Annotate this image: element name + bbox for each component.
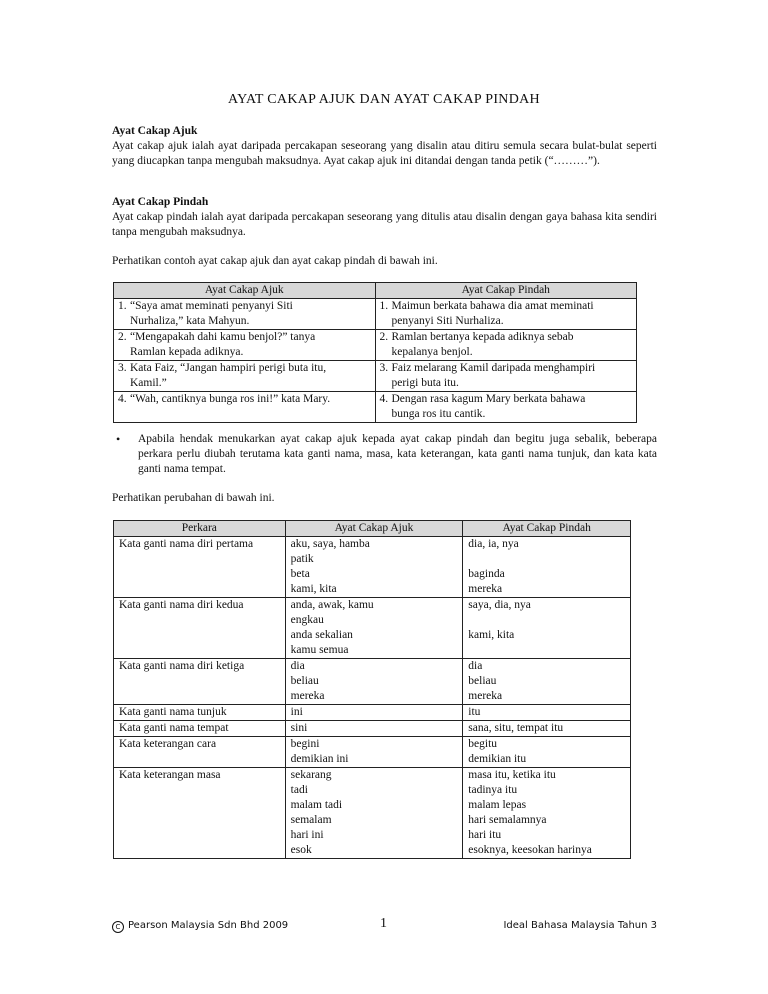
cell-line: beliau (468, 675, 497, 687)
cell-line: mereka (468, 690, 503, 702)
cell-pindah (463, 659, 631, 705)
cell-line: malam lepas (468, 799, 527, 811)
cell-line (468, 643, 625, 658)
cell-line-continued: Nurhaliza,” kata Mahyun. (130, 315, 250, 327)
cell-line (118, 392, 371, 407)
cell-ajuk (114, 299, 376, 330)
cell-perkara: Kata ganti nama tempat (114, 721, 286, 737)
cell-line: demikian ini (290, 753, 349, 765)
cell-pindah (375, 392, 637, 423)
line-text: Dengan rasa kagum Mary berkata bahawa (391, 393, 586, 405)
cell-pindah (463, 598, 631, 659)
cell-line: patik (290, 553, 314, 565)
change-table (113, 520, 631, 859)
bullet-note (112, 432, 657, 477)
cell-line-continued: penyanyi Siti Nurhaliza. (391, 315, 504, 327)
cell-line: engkau (290, 614, 324, 626)
section-body-ajuk: Ayat cakap ajuk ialah ayat daripada percakapan seseorang yang disalin atau ditiru semula secara bulat-bulat seperti yang diucapkan tanpa mengubah maksudnya. Ayat cakap ajuk ini ditandai dengan tanda petik (“………”). (112, 140, 657, 167)
footer-publisher (112, 918, 288, 933)
cell-perkara: Kata ganti nama diri pertama (114, 537, 286, 598)
cell-line: kami, kita (290, 583, 337, 595)
cell-ajuk (114, 392, 376, 423)
item-number: 3. (379, 362, 389, 374)
footer-publisher-text: Pearson Malaysia Sdn Bhd 2009 (128, 920, 289, 931)
page-number: 1 (380, 916, 387, 931)
cell-line: ini (290, 706, 303, 718)
line-text: Kata Faiz, “Jangan hampiri perigi buta itu, (130, 362, 327, 374)
cell-line: hari itu (468, 829, 502, 841)
cell-pindah (375, 330, 637, 361)
cell-line-continued: Ramlan kepada adiknya. (130, 346, 244, 358)
change-table-header (114, 521, 631, 537)
cell-line: begitu (468, 738, 498, 750)
cell-line: dia (290, 660, 305, 672)
header-ajuk: Ayat Cakap Ajuk (114, 283, 376, 299)
cell-line: esoknya, keesokan harinya (468, 844, 592, 856)
cell-line (380, 330, 633, 345)
cell-line: tadi (290, 784, 308, 796)
header-pindah: Ayat Cakap Pindah (375, 283, 637, 299)
cell-line: hari ini (290, 829, 324, 841)
cell-line-continued: bunga ros itu cantik. (391, 408, 486, 420)
cell-line: anda, awak, kamu (290, 599, 374, 611)
section-heading-pindah: Ayat Cakap Pindah (112, 196, 209, 208)
cell-line: dia (468, 660, 483, 672)
cell-line: demikian itu (468, 753, 527, 765)
line-text: Faiz melarang Kamil daripada menghampiri (391, 362, 596, 374)
cell-perkara: Kata ganti nama diri kedua (114, 598, 286, 659)
copyright-icon: C (112, 921, 124, 933)
item-number: 3. (118, 362, 127, 374)
cell-line: hari semalamnya (468, 814, 547, 826)
cell-pindah (463, 705, 631, 721)
cell-line: kamu semua (290, 644, 349, 656)
item-number: 2. (118, 331, 127, 343)
cell-ajuk (114, 361, 376, 392)
cell-line-continued: kepalanya benjol. (391, 346, 473, 358)
section-pindah (112, 195, 657, 240)
section-body-pindah: Ayat cakap pindah ialah ayat daripada percakapan seseorang yang ditulis atau disalin dengan gaya bahasa kita sendiri tanpa mengubah maksudnya. (112, 211, 657, 238)
cell-line: dia, ia, nya (468, 538, 519, 550)
item-number: 2. (379, 331, 389, 343)
line-text: “Mengapakah dahi kamu benjol?” tanya (130, 331, 316, 343)
example-row (114, 392, 637, 423)
cell-perkara: Kata keterangan cara (114, 737, 286, 768)
item-number: 1. (118, 300, 127, 312)
section-ajuk (112, 124, 657, 169)
cell-ajuk (285, 537, 463, 598)
cell-line: mereka (468, 583, 503, 595)
cell-line (380, 361, 633, 376)
cell-line: aku, saya, hamba (290, 538, 370, 550)
cell-line: semalam (290, 814, 332, 826)
cell-line: masa itu, ketika itu (468, 769, 556, 781)
cell-line: sekarang (290, 769, 332, 781)
cell-ajuk (285, 659, 463, 705)
cell-ajuk (285, 598, 463, 659)
cell-line (118, 361, 371, 376)
change-row (114, 705, 631, 721)
item-number: 1. (379, 300, 389, 312)
cell-line: esok (290, 844, 312, 856)
cell-line: sana, situ, tempat itu (468, 722, 564, 734)
cell-perkara: Kata ganti nama tunjuk (114, 705, 286, 721)
section-heading-ajuk: Ayat Cakap Ajuk (112, 125, 198, 137)
cell-line: kami, kita (468, 629, 515, 641)
cell-line: anda sekalian (290, 629, 353, 641)
cell-ajuk (285, 737, 463, 768)
cell-line (468, 552, 625, 567)
change-row (114, 659, 631, 705)
example-table (113, 282, 637, 423)
line-text: “Saya amat meminati penyanyi Siti (130, 300, 293, 312)
intro-text-2: Perhatikan perubahan di bawah ini. (112, 492, 275, 504)
change-row (114, 737, 631, 768)
change-row (114, 537, 631, 598)
cell-line (118, 299, 371, 314)
cell-line: tadinya itu (468, 784, 518, 796)
cell-line (380, 392, 633, 407)
cell-line: itu (468, 706, 481, 718)
cell-perkara: Kata keterangan masa (114, 768, 286, 859)
bullet-text: Apabila hendak menukarkan ayat cakap ajuk kepada ayat cakap pindah dan begitu juga sebalik, beberapa perkara perlu diubah terutama kata ganti nama, masa, kata keterangan, kata ganti nama tunjuk, dan kata kata ganti nama tempat. (138, 433, 657, 475)
intro-text-1: Perhatikan contoh ayat cakap ajuk dan ayat cakap pindah di bawah ini. (112, 255, 438, 267)
cell-pindah (375, 361, 637, 392)
header-pindah: Ayat Cakap Pindah (463, 521, 631, 537)
line-text: Ramlan bertanya kepada adiknya sebab (391, 331, 574, 343)
cell-line: begini (290, 738, 320, 750)
cell-perkara: Kata ganti nama diri ketiga (114, 659, 286, 705)
cell-line: malam tadi (290, 799, 343, 811)
item-number: 4. (118, 393, 127, 405)
page-footer (112, 918, 657, 934)
cell-line: baginda (468, 568, 505, 580)
footer-book-title: Ideal Bahasa Malaysia Tahun 3 (503, 920, 657, 931)
cell-ajuk (285, 768, 463, 859)
change-row (114, 768, 631, 859)
cell-ajuk (285, 705, 463, 721)
cell-pindah (463, 537, 631, 598)
cell-line: saya, dia, nya (468, 599, 531, 611)
cell-line-continued: Kamil.” (130, 377, 167, 389)
page-title: AYAT CAKAP AJUK DAN AYAT CAKAP PINDAH (228, 92, 540, 107)
cell-line: mereka (290, 690, 325, 702)
cell-line: beliau (290, 675, 319, 687)
cell-pindah (463, 737, 631, 768)
example-table-header (114, 283, 637, 299)
cell-ajuk (285, 721, 463, 737)
cell-line: beta (290, 568, 310, 580)
example-row (114, 361, 637, 392)
example-row (114, 299, 637, 330)
line-text: Maimun berkata bahawa dia amat meminati (391, 300, 594, 312)
cell-pindah (463, 768, 631, 859)
cell-line-continued: perigi buta itu. (391, 377, 459, 389)
item-number: 4. (379, 393, 389, 405)
header-perkara: Perkara (114, 521, 286, 537)
cell-line: sini (290, 722, 308, 734)
example-row (114, 330, 637, 361)
change-row (114, 721, 631, 737)
cell-ajuk (114, 330, 376, 361)
bullet-icon: • (116, 432, 121, 446)
header-ajuk: Ayat Cakap Ajuk (285, 521, 463, 537)
cell-line (468, 613, 625, 628)
change-row (114, 598, 631, 659)
cell-line (118, 330, 371, 345)
line-text: “Wah, cantiknya bunga ros ini!” kata Mary. (130, 393, 331, 405)
cell-pindah (375, 299, 637, 330)
cell-pindah (463, 721, 631, 737)
cell-line (380, 299, 633, 314)
